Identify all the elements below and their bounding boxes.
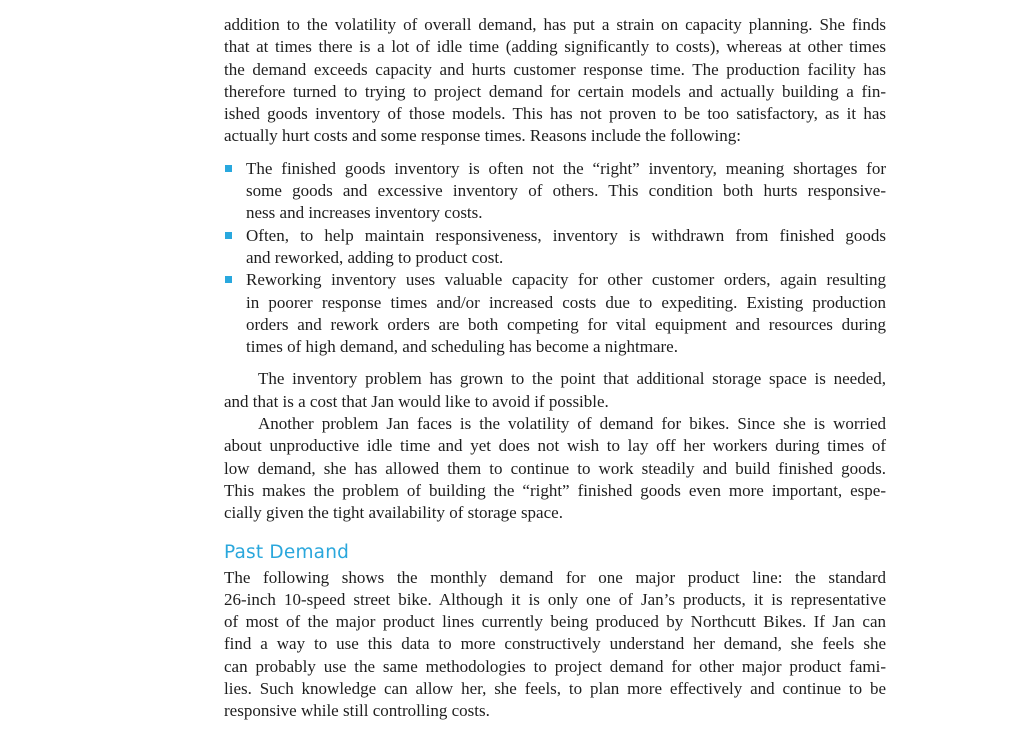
storage-paragraph xyxy=(224,368,886,413)
text-line: and reworked, adding to product cost. xyxy=(246,247,504,267)
text-line: about unproductive idle time and yet does not wish to lay off her workers during times of xyxy=(224,436,886,456)
document-page xyxy=(224,14,886,723)
text-line: Often, to help maintain responsiveness, inventory is withdrawn from finished goods xyxy=(246,225,886,245)
section-heading-past-demand: Past Demand xyxy=(224,541,350,563)
text-line: ness and increases inventory costs. xyxy=(246,203,483,223)
text-line: 26-inch 10-speed street bike. Although it is only one of Jan’s products, it is representative xyxy=(224,589,886,609)
bullet-item-capacity xyxy=(224,269,886,358)
text-line: Reworking inventory uses valuable capacity for other customer orders, again resulting xyxy=(246,270,886,290)
text-line: therefore turned to trying to project demand for certain models and actually building a fin- xyxy=(224,81,886,101)
text-line: the demand exceeds capacity and hurts customer response time. The production facility has xyxy=(224,59,886,79)
text-line: lies. Such knowledge can allow her, she feels, to plan more effectively and continue to be xyxy=(224,679,886,699)
text-line: find a way to use this data to more constructively understand her demand, she feels she xyxy=(224,634,886,654)
square-bullet-icon xyxy=(225,276,232,283)
text-line: responsive while still controlling costs. xyxy=(224,701,490,721)
text-line: The inventory problem has grown to the point that additional storage space is needed, xyxy=(258,369,886,389)
text-line: and that is a cost that Jan would like to avoid if possible. xyxy=(224,391,609,411)
text-line: of most of the major product lines currently being produced by Northcutt Bikes. If Jan can xyxy=(224,612,886,632)
text-line: This makes the problem of building the “right” finished goods even more important, espe- xyxy=(224,480,886,500)
text-line: times of high demand, and scheduling has become a nightmare. xyxy=(246,337,678,357)
text-line: addition to the volatility of overall demand, has put a strain on capacity planning. She finds xyxy=(224,15,886,34)
text-line: The following shows the monthly demand for one major product line: the standard xyxy=(224,567,886,587)
volatility-paragraph xyxy=(224,413,886,524)
text-line: cially given the tight availability of storage space. xyxy=(224,503,563,523)
text-line: in poorer response times and/or increased costs due to expediting. Existing production xyxy=(246,292,886,312)
text-line: ished goods inventory of those models. This has not proven to be too satisfactory, as it has xyxy=(224,104,886,124)
past-demand-paragraph xyxy=(224,567,886,723)
square-bullet-icon xyxy=(225,165,232,172)
text-line: that at times there is a lot of idle time (adding significantly to costs), whereas at other times xyxy=(224,37,886,57)
square-bullet-icon xyxy=(225,232,232,239)
text-line: orders and rework orders are both competing for vital equipment and resources during xyxy=(246,314,886,334)
bullet-item-wrong-inventory xyxy=(224,158,886,225)
text-line: actually hurt costs and some response times. Reasons include the following: xyxy=(224,126,741,146)
reasons-bullet-list xyxy=(224,158,886,359)
text-line: can probably use the same methodologies to project demand for other major product fami- xyxy=(224,656,886,676)
bullet-item-rework xyxy=(224,225,886,270)
intro-paragraph xyxy=(224,14,886,148)
text-line: some goods and excessive inventory of others. This condition both hurts responsive- xyxy=(246,181,886,201)
text-line: low demand, she has allowed them to continue to work steadily and build finished goods. xyxy=(224,458,886,478)
text-line: Another problem Jan faces is the volatility of demand for bikes. Since she is worried xyxy=(258,414,886,434)
text-line: The finished goods inventory is often not the “right” inventory, meaning shortages for xyxy=(246,158,886,178)
